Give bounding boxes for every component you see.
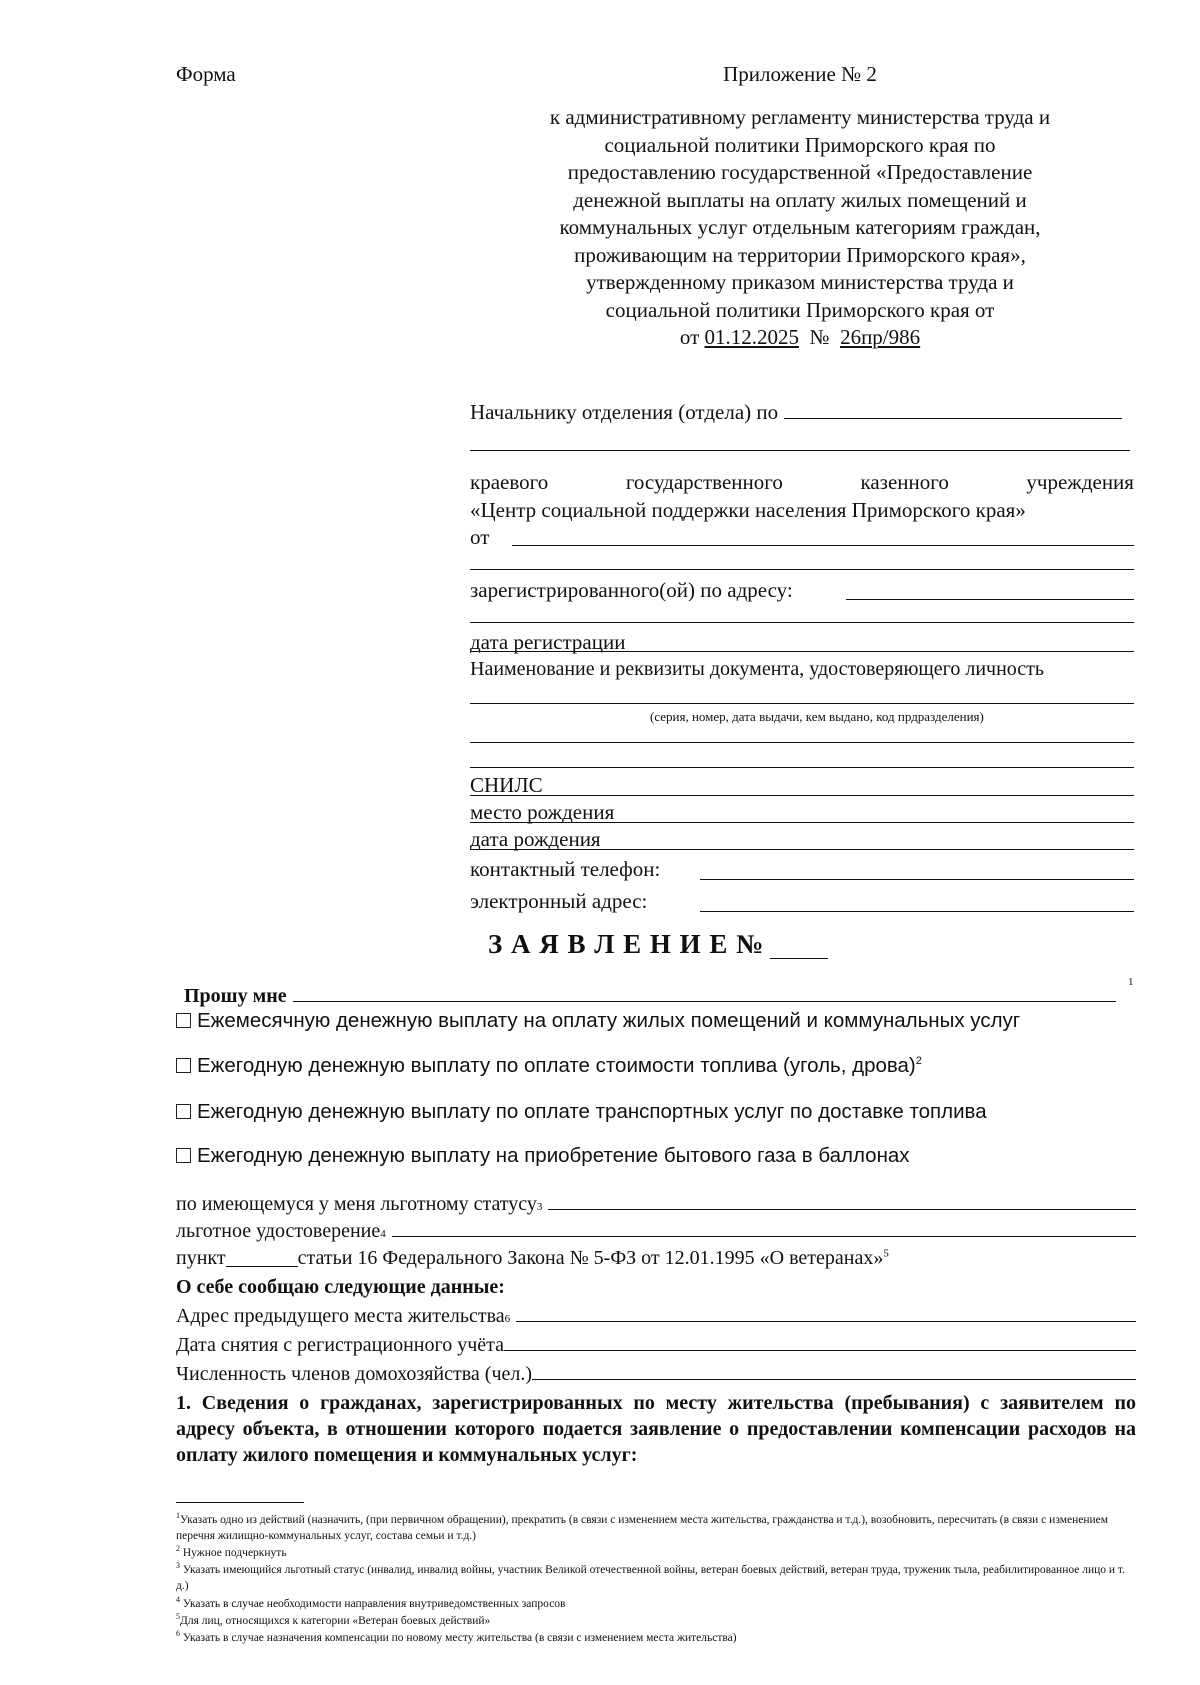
id-doc-hint: (серия, номер, дата выдачи, кем выдано, код прдразделения) (650, 709, 984, 724)
prev-address-row: Адрес предыдущего места жительства 6 (176, 1303, 1136, 1328)
option-text: Ежемесячную денежную выплату на оплату жилых помещений и коммунальных услуг (197, 1009, 1021, 1032)
law-footnote-mark: 5 (883, 1247, 889, 1260)
form-label: Форма (176, 62, 236, 86)
option-1[interactable] (176, 1009, 1020, 1033)
status-field[interactable] (548, 1191, 1136, 1210)
order-date-line (480, 324, 1120, 352)
footnote-text: Указать в случае назначения компенсации по новому месту жительства (в связи с изменением места жительства) (182, 1631, 737, 1644)
order-number: 26пр/986 (840, 325, 921, 349)
household-field[interactable] (532, 1361, 1136, 1380)
request-field[interactable] (293, 983, 1116, 1002)
phone-field[interactable] (700, 879, 1134, 880)
footnote-mark: 2 (176, 1544, 180, 1553)
appendix-line: утвержденному приказом министерства труда и (586, 270, 1014, 294)
appendix-line: проживающим на территории Приморского края», (574, 242, 1026, 267)
self-info-heading: О себе сообщаю следующие данные: (176, 1276, 505, 1298)
option-3[interactable] (176, 1100, 987, 1124)
option-text: Ежегодную денежную выплату на приобретение бытового газа в баллонах (197, 1144, 910, 1167)
appendix-title: Приложение № 2 (723, 62, 877, 86)
dereg-date-label: Дата снятия с регистрационного учёта (176, 1334, 504, 1356)
email-field[interactable] (700, 911, 1134, 912)
from-field-line2[interactable] (470, 569, 1134, 570)
statement-title (488, 929, 764, 960)
id-doc-field[interactable] (470, 703, 1134, 704)
checkbox-icon[interactable] (176, 1148, 191, 1163)
head-field-line[interactable] (470, 450, 1130, 451)
birthdate-field[interactable] (470, 849, 1134, 850)
birthplace-field[interactable] (470, 822, 1134, 823)
request-footnote-mark: 1 (1128, 976, 1134, 988)
institution-word: государственного (625, 470, 783, 494)
statement-title-text: З А Я В Л Е Н И Е № (488, 929, 765, 959)
prev-address-field[interactable] (516, 1303, 1136, 1322)
footnote-text: Нужное подчеркнуть (182, 1546, 287, 1559)
id-doc-field-line2[interactable] (470, 742, 1134, 743)
registered-field[interactable] (846, 599, 1134, 600)
footnote-text: Указать в случае необходимости направления внутриведомственных запросов (182, 1597, 566, 1610)
checkbox-icon[interactable] (176, 1104, 191, 1119)
registered-label: зарегистрированного(ой) по адресу: (470, 578, 793, 602)
appendix-line: денежной выплаты на оплату жилых помещений и (573, 187, 1027, 212)
status-label: по имеющемуся у меня льготному статусу (176, 1193, 537, 1215)
checkbox-icon[interactable] (176, 1013, 191, 1028)
email-label: электронный адрес: (470, 889, 648, 913)
institution-word: краевого (470, 470, 549, 494)
law-row (176, 1246, 889, 1270)
certificate-field[interactable] (392, 1218, 1136, 1237)
dereg-date-field[interactable] (504, 1332, 1136, 1351)
household-label: Численность членов домохозяйства (чел.) (176, 1363, 533, 1385)
point-label: пункт (176, 1247, 226, 1269)
date-prefix: от (679, 325, 700, 349)
footnote-mark: 6 (176, 1629, 180, 1638)
from-field[interactable] (512, 545, 1134, 546)
head-field[interactable] (784, 400, 1122, 419)
institution-word: казенного (860, 470, 949, 494)
certificate-label: льготное удостоверение (176, 1220, 381, 1242)
appendix-text (480, 104, 1120, 352)
reg-date-field[interactable] (470, 651, 1134, 652)
birthplace-label: место рождения (470, 800, 615, 824)
option-footnote-mark: 2 (915, 1055, 922, 1068)
footnote-separator (176, 1502, 304, 1503)
footnote-3 (176, 1558, 1136, 1594)
appendix-line: социальной политики Приморского края по (604, 132, 996, 157)
request-row (184, 983, 1116, 1008)
appendix-line: к административному регламенту министерства труда и (549, 105, 1051, 129)
request-label: Прошу мне (184, 985, 287, 1007)
appendix-line: социальной политики Приморского края от (605, 297, 995, 322)
certificate-row: льготное удостоверение 4 (176, 1218, 1136, 1243)
option-text: Ежегодную денежную выплату по оплате транспортных услуг по доставке топлива (197, 1100, 987, 1123)
institution-line1 (470, 470, 1134, 495)
order-date: 01.12.2025 (704, 325, 800, 349)
option-4[interactable] (176, 1144, 910, 1168)
footnote-text: Указать имеющийся льготный статус (инвалид, инвалид войны, участник Великой отечественной войны, ветеран боевых действий, ветеран труда, труженик тыла, реабилитированное лицо и т. д.) (176, 1563, 1125, 1592)
footnote-text: Указать одно из действий (назначить, (при первичном обращении), прекратить (в связи с изменением места жительства, гражданства и т.д.), возобновить, пересчитать (в связи с изменением перечня жилищно-коммунальных услуг, состава семьи и т.д.) (176, 1513, 1109, 1542)
id-doc-label: Наименование и реквизиты документа, удостоверяющего личность (470, 658, 1045, 680)
birthdate-label: дата рождения (470, 827, 601, 851)
footnote-mark: 4 (176, 1595, 180, 1604)
number-sign: № (809, 325, 830, 349)
appendix-line: коммунальных услуг отдельным категориям граждан, (559, 215, 1041, 239)
footnote-1 (176, 1508, 1136, 1544)
institution-line2: «Центр социальной поддержки населения Приморского края» (470, 498, 1026, 522)
institution-word: учреждения (1026, 470, 1134, 494)
footnote-mark: 1 (176, 1511, 180, 1520)
checkbox-icon[interactable] (176, 1058, 191, 1073)
footnote-text: Для лиц, относящихся к категории «Ветеран боевых действий» (180, 1614, 491, 1627)
section1-heading: 1. Сведения о гражданах, зарегистрированных по месту жительства (пребывания) с заявителем по адресу объекта, в отношении которого подается заявление о предоставлении компенсации расходов на оплату жилого помещения и коммунальных услуг: (176, 1392, 1136, 1466)
status-row: по имеющемуся у меня льготному статусу 3 (176, 1191, 1136, 1216)
snils-field[interactable] (470, 795, 1134, 796)
statement-number-field[interactable] (770, 958, 828, 959)
dereg-date-row (176, 1332, 1136, 1357)
law-text: статьи 16 Федерального Закона № 5-ФЗ от 12.01.1995 «О ветеранах» (297, 1247, 884, 1269)
household-row (176, 1361, 1136, 1386)
footnote-6 (176, 1626, 1136, 1646)
snils-label: СНИЛС (470, 773, 543, 797)
prev-address-label: Адрес предыдущего места жительства (176, 1305, 505, 1327)
appendix-line: предоставлению государственной «Предоставление (567, 160, 1033, 184)
phone-label: контактный телефон: (470, 857, 661, 881)
point-field[interactable] (226, 1248, 298, 1267)
footnote-mark: 3 (176, 1561, 180, 1570)
head-label: Начальнику отделения (отдела) по (470, 400, 779, 424)
footnote-mark: 5 (176, 1612, 180, 1621)
head-row (470, 400, 1126, 425)
id-doc-field-line3[interactable] (470, 767, 1134, 768)
from-label: от (470, 525, 490, 549)
reg-date-label: дата регистрации (470, 630, 626, 654)
registered-field-line2[interactable] (470, 622, 1134, 623)
option-text: Ежегодную денежную выплату по оплате стоимости топлива (уголь, дрова) (197, 1054, 916, 1077)
option-2[interactable] (176, 1054, 922, 1078)
